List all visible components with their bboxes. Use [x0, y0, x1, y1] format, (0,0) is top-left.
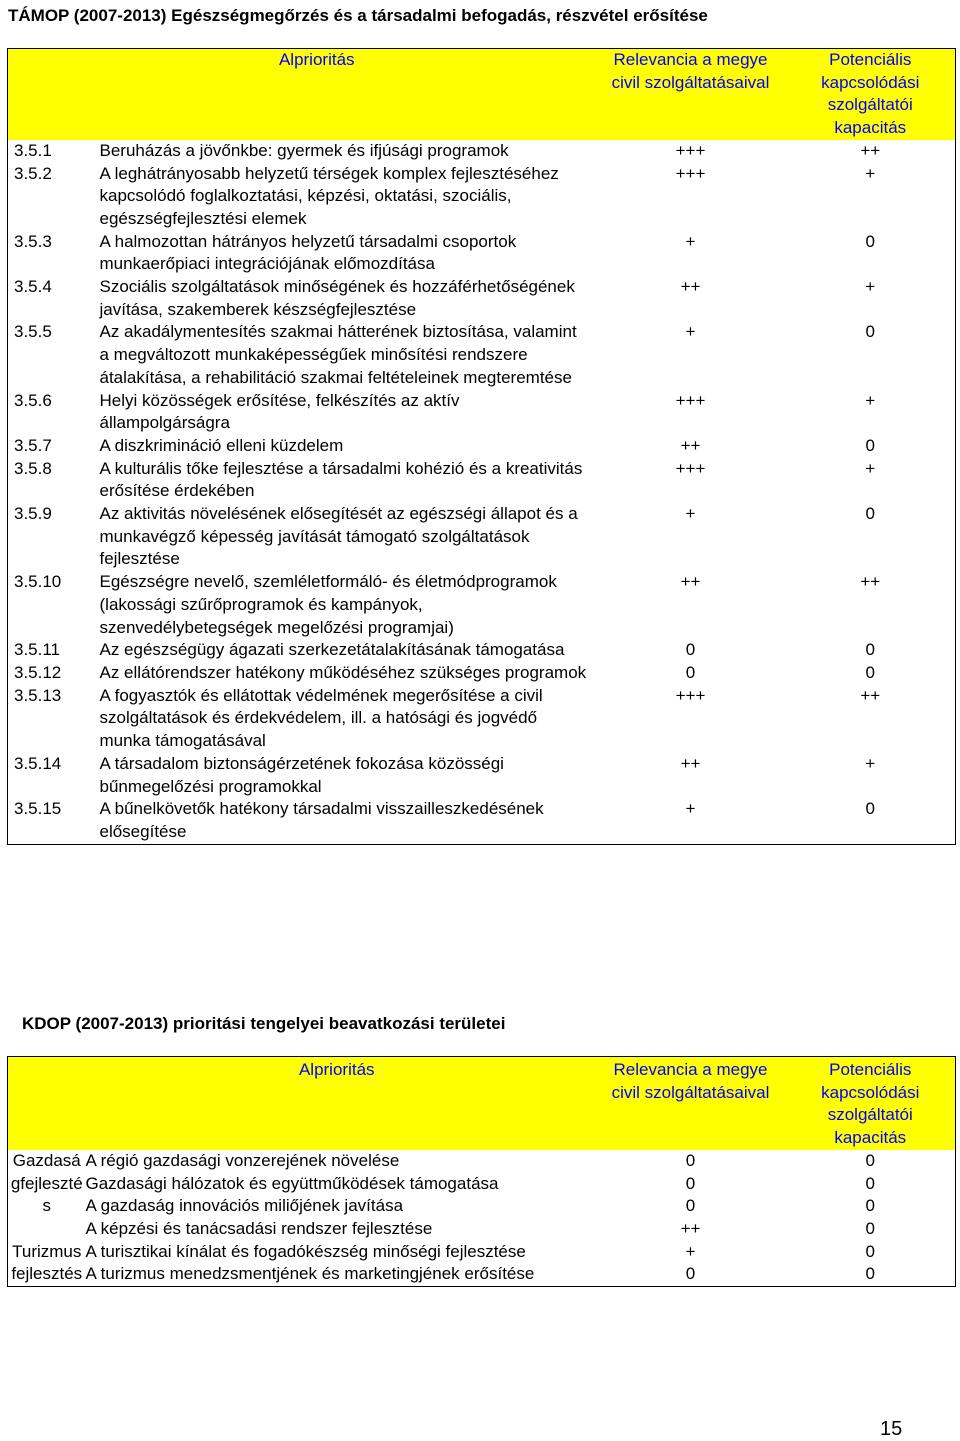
- table-row: [8, 1195, 956, 1218]
- table-row: [8, 1173, 956, 1196]
- row-group-label: Gazdaságfejlesztés: [10, 1150, 83, 1216]
- row-relevancia: 0: [685, 1196, 696, 1216]
- header-relevancia: Relevancia a megye civil szolgáltatásaival: [596, 1057, 786, 1150]
- table-row: [8, 321, 956, 389]
- row-number: 3.5.13: [14, 685, 62, 705]
- row-potencialis: ++: [860, 685, 881, 705]
- table-row: [8, 1263, 956, 1286]
- row-number: 3.5.8: [14, 458, 52, 478]
- row-number: 3.5.6: [14, 390, 52, 410]
- row-alprioritas: Gazdasági hálózatok és együttműködések támogatása: [85, 1173, 499, 1193]
- table-header-row: [8, 49, 956, 140]
- row-relevancia: ++: [680, 435, 701, 455]
- table-row: [8, 1218, 956, 1241]
- row-number: 3.5.2: [14, 163, 52, 183]
- table-row: [8, 140, 956, 163]
- table-row: [8, 639, 956, 662]
- row-number: 3.5.15: [14, 799, 62, 819]
- page-heading-tamop: TÁMOP (2007-2013) Egészségmegőrzés és a társadalmi befogadás, részvétel erősítése: [8, 6, 708, 25]
- row-potencialis: 0: [865, 1218, 875, 1238]
- table-row: [8, 662, 956, 685]
- table-header-row: [8, 1057, 956, 1150]
- kdop-table-body: [8, 1150, 956, 1287]
- row-relevancia: ++: [680, 1218, 701, 1238]
- row-number: 3.5.14: [14, 753, 62, 773]
- row-alprioritas: Az aktivitás növelésének elősegítését az egészségi állapot és a munkavégző képesség javítását támogató szolgáltatások fejlesztése: [99, 504, 578, 569]
- table-row: [8, 435, 956, 458]
- row-number: 3.5.1: [14, 140, 52, 160]
- row-alprioritas: Az ellátórendszer hatékony működéséhez szükséges programok: [99, 662, 587, 682]
- row-alprioritas: Helyi közösségek erősítése, felkészítés az aktív állampolgárságra: [99, 390, 460, 433]
- row-potencialis: +: [865, 390, 876, 410]
- table-row: [8, 231, 956, 276]
- row-potencialis: +: [865, 458, 876, 478]
- table-row: [8, 390, 956, 435]
- table-row: [8, 685, 956, 753]
- row-alprioritas: A társadalom biztonságérzetének fokozása közösségi bűnmegelőzési programokkal: [99, 753, 504, 796]
- row-potencialis: 0: [865, 231, 875, 251]
- row-relevancia: 0: [685, 662, 696, 682]
- row-alprioritas: Egészségre nevelő, szemléletformáló- és életmódprogramok (lakossági szűrőprogramok és kampányok, szenvedélybetegségek megelőzési programjai): [99, 572, 557, 637]
- row-number: 3.5.5: [14, 322, 52, 342]
- row-alprioritas: Beruházás a jövőnkbe: gyermek és ifjúsági programok: [99, 140, 509, 160]
- row-relevancia: 0: [685, 1150, 696, 1170]
- row-relevancia: ++: [680, 572, 701, 592]
- tamop-table-body: [8, 140, 956, 844]
- row-potencialis: 0: [865, 799, 875, 819]
- row-alprioritas: Az egészségügy ágazati szerkezetátalakításának támogatása: [99, 640, 565, 660]
- row-potencialis: +: [865, 163, 876, 183]
- row-alprioritas: A turizmus menedzsmentjének és marketingjének erősítése: [85, 1264, 535, 1284]
- row-potencialis: 0: [865, 640, 875, 660]
- row-potencialis: 0: [865, 1196, 875, 1216]
- table-row: [8, 163, 956, 231]
- tamop-table: [7, 48, 956, 845]
- row-relevancia: 0: [685, 1264, 696, 1284]
- header-alprioritas: Alprioritás: [8, 49, 596, 140]
- row-potencialis: 0: [865, 504, 875, 524]
- row-potencialis: 0: [865, 1150, 875, 1170]
- row-potencialis: 0: [865, 1173, 875, 1193]
- table-row: [8, 571, 956, 639]
- table-row: [8, 276, 956, 321]
- row-potencialis: ++: [860, 572, 881, 592]
- header-potencialis: Potenciális kapcsolódási szolgáltatói kapacitás: [786, 49, 956, 140]
- row-number: 3.5.9: [14, 504, 52, 524]
- header-relevancia: Relevancia a megye civil szolgáltatásaival: [596, 49, 786, 140]
- row-relevancia: +: [685, 322, 696, 342]
- kdop-table: [7, 1056, 956, 1287]
- row-potencialis: +: [865, 277, 876, 297]
- row-number: 3.5.4: [14, 277, 52, 297]
- row-alprioritas: A képzési és tanácsadási rendszer fejlesztése: [85, 1218, 433, 1238]
- row-relevancia: +++: [675, 685, 706, 705]
- row-alprioritas: A régió gazdasági vonzerejének növelése: [85, 1150, 400, 1170]
- row-number: 3.5.10: [14, 572, 62, 592]
- row-potencialis: ++: [860, 140, 881, 160]
- row-relevancia: +++: [675, 458, 706, 478]
- table-row: [8, 1150, 956, 1173]
- row-potencialis: 0: [865, 435, 875, 455]
- row-alprioritas: A fogyasztók és ellátottak védelmének megerősítése a civil szolgáltatások és érdekvédelem, ill. a hatósági és jogvédő munka támogatásával: [99, 685, 543, 751]
- row-relevancia: ++: [680, 277, 701, 297]
- header-potencialis: Potenciális kapcsolódási szolgáltatói kapacitás: [786, 1057, 956, 1150]
- row-number: 3.5.3: [14, 231, 52, 251]
- row-alprioritas: A turisztikai kínálat és fogadókészség minőségi fejlesztése: [85, 1241, 526, 1261]
- table-row: [8, 1241, 956, 1264]
- row-relevancia: 0: [685, 1173, 696, 1193]
- row-group-label: Turizmusfejlesztés: [11, 1241, 83, 1284]
- row-potencialis: +: [865, 753, 876, 773]
- row-relevancia: ++: [680, 753, 701, 773]
- row-alprioritas: Az akadálymentesítés szakmai hátterének biztosítása, valamint a megváltozott munkaképességűek minősítési rendszere átalakítása, a rehabilitáció szakmai feltételeinek megteremtése: [99, 322, 577, 387]
- row-alprioritas: A halmozottan hátrányos helyzetű társadalmi csoportok munkaerőpiaci integrációjának előmozdítása: [99, 231, 517, 274]
- row-number: 3.5.7: [14, 435, 52, 455]
- row-alprioritas: A kulturális tőke fejlesztése a társadalmi kohézió és a kreativitás erősítése érdekében: [99, 458, 583, 501]
- header-alprioritas: Alprioritás: [8, 1057, 596, 1150]
- table-row: [8, 503, 956, 571]
- row-relevancia: +++: [675, 163, 706, 183]
- row-relevancia: +: [685, 504, 696, 524]
- table-row: [8, 458, 956, 503]
- table-row: [8, 753, 956, 798]
- row-alprioritas: A gazdaság innovációs miliőjének javítása: [85, 1196, 404, 1216]
- row-number: 3.5.11: [14, 640, 61, 660]
- table-row: [8, 798, 956, 844]
- row-relevancia: 0: [685, 640, 696, 660]
- row-relevancia: +: [685, 231, 696, 251]
- row-potencialis: 0: [865, 662, 875, 682]
- row-relevancia: +++: [675, 390, 706, 410]
- row-potencialis: 0: [865, 1264, 875, 1284]
- page-number: 15: [880, 1418, 903, 1440]
- row-potencialis: 0: [865, 322, 875, 342]
- page-heading-kdop: KDOP (2007-2013) prioritási tengelyei beavatkozási területei: [22, 1014, 506, 1033]
- row-alprioritas: A diszkrimináció elleni küzdelem: [99, 435, 344, 455]
- row-number: 3.5.12: [14, 662, 62, 682]
- row-relevancia: +: [685, 1241, 696, 1261]
- row-potencialis: 0: [865, 1241, 875, 1261]
- row-relevancia: +++: [675, 140, 706, 160]
- row-alprioritas: A bűnelkövetők hatékony társadalmi visszailleszkedésének elősegítése: [99, 799, 544, 841]
- row-alprioritas: Szociális szolgáltatások minőségének és hozzáférhetőségének javítása, szakemberek készségfejlesztése: [99, 277, 575, 319]
- row-alprioritas: A leghátrányosabb helyzetű térségek komplex fejlesztéséhez kapcsolódó foglalkoztatási, képzési, oktatási, szociális, egészségfejlesztési elemek: [99, 163, 559, 228]
- row-relevancia: +: [685, 799, 696, 819]
